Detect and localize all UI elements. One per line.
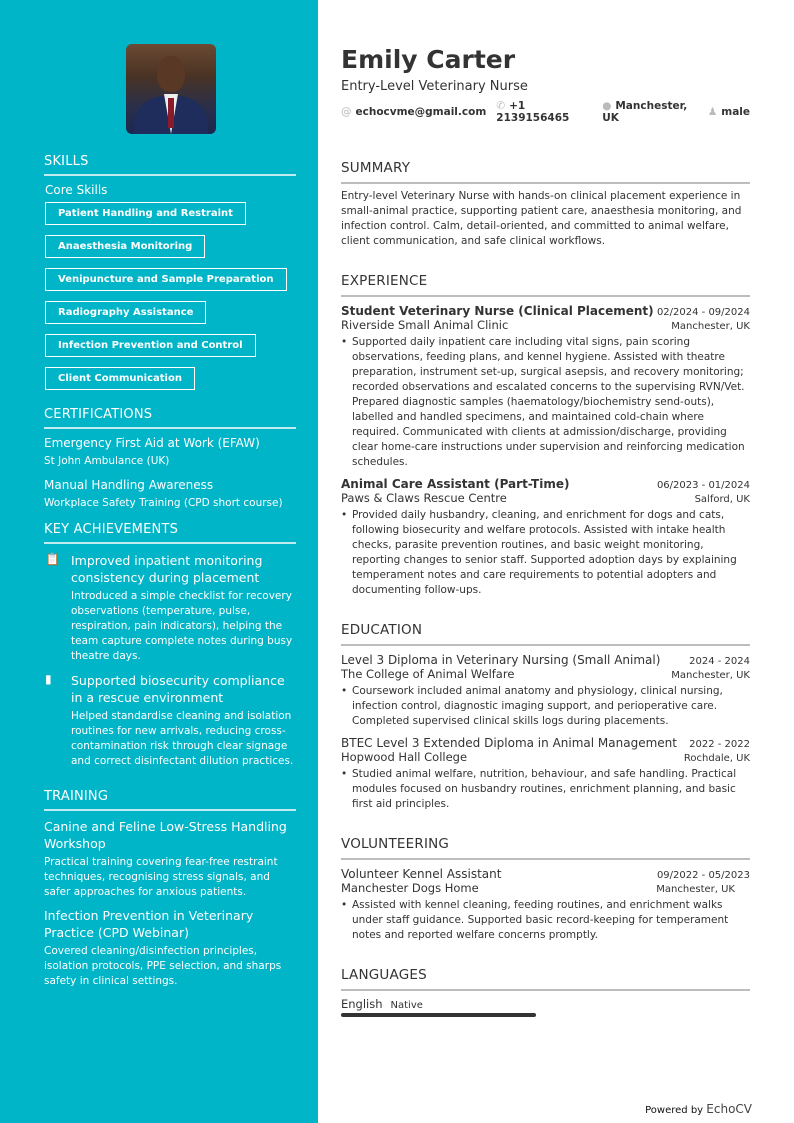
education-item — [341, 736, 750, 812]
powered-by: Powered by — [645, 1105, 704, 1116]
training-desc: Practical training covering fear-free restraint techniques, recognising stress signals, and safer approaches for anxious patients. — [44, 856, 278, 898]
skill-tag: Venipuncture and Sample Preparation — [45, 268, 287, 291]
main-content — [341, 44, 750, 1017]
training-desc: Covered cleaning/disinfection principles, isolation protocols, PPE selection, and sharps safety in clinical settings. — [44, 945, 282, 987]
location: Manchester, UK — [671, 321, 750, 332]
bullet: • Provided daily husbandry, cleaning, and enrichment for dogs and cats, following biosecurity and welfare protocols. Assisted with intake health checks, parasite prevention routines, and basic weight monitoring, reporting changes to senior staff. Supported adoption days by explaining temperament notes and care requirements to potential adopters and documenting follow-ups. — [341, 508, 750, 598]
profile-photo — [126, 44, 216, 134]
core-skills-label: Core Skills — [45, 183, 108, 197]
skills-heading: SKILLS — [44, 154, 296, 176]
experience-item — [341, 304, 750, 470]
skill-tag: Anaesthesia Monitoring — [45, 235, 205, 258]
skill-tag: Infection Prevention and Control — [45, 334, 256, 357]
document-icon: ▮ — [45, 672, 52, 686]
achievements-heading: KEY ACHIEVEMENTS — [44, 522, 296, 544]
training-title: Canine and Feline Low-Stress Handling Workshop — [44, 819, 287, 851]
clipboard-icon: 📋 — [45, 552, 60, 566]
skill-tag: Patient Handling and Restraint — [45, 202, 246, 225]
achievement-item — [44, 672, 296, 769]
location-icon: ● — [602, 100, 612, 112]
achievement-title: Improved inpatient monitoring consistency during placement — [71, 553, 263, 585]
person-icon: ♟ — [707, 106, 718, 118]
bullet: • Assisted with kennel cleaning, feeding routines, and enrichment walks under staff guidance. Supported basic record-keeping for temperament notes and reported welfare concerns promptly. — [341, 898, 750, 943]
brand-link[interactable]: EchoCV — [706, 1102, 752, 1116]
cert-title: Manual Handling Awareness — [44, 478, 214, 492]
achievement-desc: Helped standardise cleaning and isolation routines for new arrivals, reducing cross-contamination risk through clear signage and correct disinfectant dilution practices. — [71, 710, 294, 767]
candidate-name: Emily Carter — [341, 45, 516, 74]
organization: Paws & Claws Rescue Centre — [341, 491, 507, 505]
email-icon: @ — [341, 106, 352, 118]
skill-tag: Radiography Assistance — [45, 301, 206, 324]
cert-issuer: Workplace Safety Training (CPD short course) — [44, 497, 283, 509]
dates: 02/2024 - 09/2024 — [656, 307, 750, 318]
skills-list — [44, 201, 296, 399]
institution: The College of Animal Welfare — [341, 667, 515, 681]
experience-heading: EXPERIENCE — [341, 273, 750, 297]
skill-tag: Client Communication — [45, 367, 195, 390]
language-item — [341, 997, 750, 1011]
volunteering-heading: VOLUNTEERING — [341, 836, 750, 860]
summary-text: Entry-level Veterinary Nurse with hands-on clinical placement experience in small-animal practice, supporting patient care, anaesthesia monitoring, and infection control. Calm, detail-oriented, and committed to animal welfare, client communication, and safe clinical workflows. — [341, 190, 742, 247]
position-title: Student Veterinary Nurse (Clinical Placement) — [341, 304, 654, 318]
degree-title: BTEC Level 3 Extended Diploma in Animal Management — [341, 736, 677, 750]
phone-icon: ✆ — [496, 100, 506, 112]
location: Rochdale, UK — [683, 753, 750, 764]
phone[interactable]: +1 2139156465 — [496, 100, 570, 124]
organization: Riverside Small Animal Clinic — [341, 318, 509, 332]
bullet: • Supported daily inpatient care including vital signs, pain scoring observations, feeding plans, and kennel hygiene. Assisted with theatre preparation, instrument set-up, surgical asepsis, and recovery monitoring; recorded observations and escalated concerns to the supervising RVN/Vet. Prepared diagnostic samples (haematology/biochemistry send-outs), labelled and handled specimens, and maintained cold-chain where required. Communicated with clients at admission/discharge, providing clear home-care instructions under supervision and reinforcing medication schedules. — [341, 335, 750, 470]
education-heading: EDUCATION — [341, 622, 750, 646]
achievement-item — [44, 552, 296, 664]
dates: 09/2022 - 05/2023 — [656, 870, 750, 881]
training-heading: TRAINING — [44, 789, 296, 811]
dates: 06/2023 - 01/2024 — [656, 480, 750, 491]
contact-row — [341, 100, 750, 124]
location: Manchester, UK — [671, 670, 750, 681]
language-name: English — [341, 997, 383, 1011]
summary-heading: SUMMARY — [341, 160, 750, 184]
footer — [645, 1102, 752, 1116]
experience-item — [341, 477, 750, 598]
training-title: Infection Prevention in Veterinary Practice (CPD Webinar) — [44, 908, 254, 940]
location: Manchester, UK — [602, 100, 688, 124]
education-item — [341, 653, 750, 729]
organization: Manchester Dogs Home — [341, 881, 479, 895]
volunteering-item — [341, 867, 750, 943]
degree-title: Level 3 Diploma in Veterinary Nursing (Small Animal) — [341, 653, 661, 667]
language-proficiency-bar — [341, 1013, 536, 1017]
bullet: • Studied animal welfare, nutrition, behaviour, and safe handling. Practical modules focused on husbandry routines, enrichment planning, and basic first aid principles. — [341, 767, 750, 812]
achievement-desc: Introduced a simple checklist for recovery observations (temperature, pulse, respiration, pain indicators), helping the team capture complete notes during busy theatre days. — [71, 590, 293, 662]
position-title: Animal Care Assistant (Part-Time) — [341, 477, 570, 491]
certifications-heading: CERTIFICATIONS — [44, 407, 296, 429]
email[interactable]: echocvme@gmail.com — [355, 106, 487, 118]
location: Salford, UK — [694, 494, 750, 505]
achievement-title: Supported biosecurity compliance in a rescue environment — [71, 673, 285, 705]
gender: male — [721, 106, 750, 118]
language-level: Native — [390, 1000, 423, 1011]
volunteer-title: Volunteer Kennel Assistant — [341, 867, 502, 881]
job-title: Entry-Level Veterinary Nurse — [341, 79, 528, 94]
cert-title: Emergency First Aid at Work (EFAW) — [44, 436, 260, 450]
dates: 2022 - 2022 — [689, 739, 750, 750]
location: Manchester, UK — [656, 884, 735, 895]
languages-heading: LANGUAGES — [341, 967, 750, 991]
bullet: • Coursework included animal anatomy and physiology, clinical nursing, infection control, diagnostic imaging support, and perioperative care. Completed supervised clinical skills logs during placements. — [341, 684, 750, 729]
cert-issuer: St John Ambulance (UK) — [44, 455, 170, 467]
dates: 2024 - 2024 — [689, 656, 750, 667]
sidebar — [0, 0, 318, 1123]
institution: Hopwood Hall College — [341, 750, 468, 764]
